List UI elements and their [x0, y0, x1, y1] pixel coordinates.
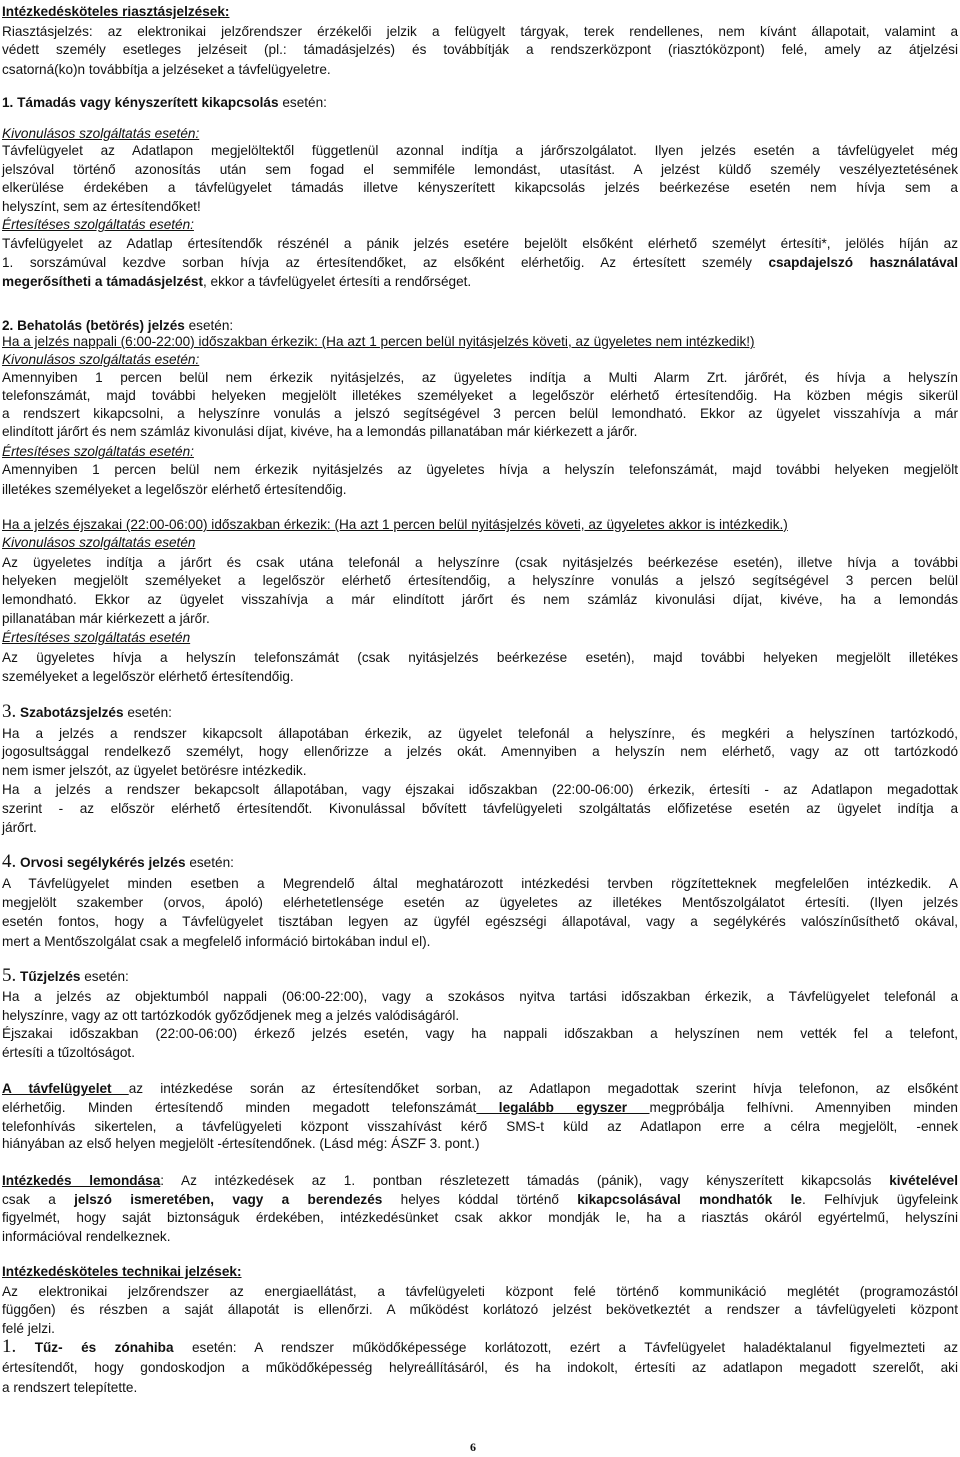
- text-line: [2, 724, 958, 743]
- text-line: [2, 253, 958, 272]
- text-line: [2, 780, 958, 799]
- text-run: megerősítheti a támadásjelzést: [2, 274, 203, 289]
- text-line: [2, 966, 129, 986]
- text-run: esetén:: [278, 95, 327, 110]
- text-line: [2, 141, 958, 160]
- text-run: esetén:: [123, 705, 172, 720]
- text-run: Ha a jelzés nappali (6:00-22:00) időszakban érkezik: (Ha azt 1 percen belül nyitásjelzés követi, az ügyeletes nem intézkedik!): [2, 334, 755, 349]
- text-run: Az ügyeletes hívja a helyszín telefonszámát (csak nyitásjelzés beérkezése esetén), majd további helyeken megjelölt illetékes: [2, 650, 958, 665]
- text-run: esetén: A rendszer működőképessége korlátozott, ezért a Távfelügyelet haladéktalanul figyelmezteti az: [173, 1340, 959, 1355]
- text-run: esetén:: [185, 855, 234, 870]
- text-run: értesítendőt, hogy gondoskodjon a működőképesség helyreállításáról, és ha indokolt, értesíti az adatlapon megadott szerelőt, aki: [2, 1360, 958, 1375]
- text-run: Intézkedésköteles technikai jelzések:: [2, 1264, 242, 1279]
- text-run: Ha a jelzés az objektumból nappali (06:00-22:00), vagy a szokásos nyitva tartási időszakban érkezik, a Távfelügyelet telefonál a: [2, 989, 958, 1004]
- text-run: : Az intézkedések az 1. pontban részletezett támadás (pánik), vagy kényszerített kikapcsolás: [160, 1173, 890, 1188]
- text-line: [2, 1171, 958, 1190]
- text-run: mert a Mentőszolgálat csak a megfelelő információ birtokában indul el).: [2, 934, 431, 949]
- text-run: védett személy esetleges jelzéseit (pl.: támadásjelzés) és továbbítják a rendszerközpont (riasztóközpont) felé, amely az átjelzési: [2, 42, 958, 57]
- text-line: [2, 22, 958, 41]
- text-line: [2, 1378, 137, 1397]
- text-line: [2, 332, 755, 351]
- text-run: helyes kóddal történő: [382, 1192, 578, 1207]
- text-run: Az elektronikai jelzőrendszer az energiaellátást, a távfelügyeleti központ felé történő kommunikáció meglétét (programozástól: [2, 1284, 958, 1299]
- text-line: [2, 1358, 958, 1377]
- text-run: helyszínre, vagy az ott tartózkodók győződjenek meg a jelzés valódiságáról.: [2, 1008, 460, 1023]
- text-run: helyszínt, sem az értesítendőket!: [2, 199, 201, 214]
- text-line: [2, 932, 430, 951]
- text-run: a rendszert kikapcsolni, a helyszínre vonulás a jelszó segítségével 3 percen belül lemondható. Ekkor az ügyelet visszahívja a már: [2, 406, 958, 421]
- text-run: [16, 1340, 34, 1355]
- text-run: Értesítéses szolgáltatás esetén:: [2, 444, 194, 459]
- text-line: [2, 628, 190, 647]
- text-run: telefonhívás sikertelen, a távfelügyeleti központ visszahívást kérő SMS-t küld az Adatlapon erre a célra megjelölt, -ennek: [2, 1119, 958, 1134]
- text-line: [2, 93, 327, 112]
- text-line: [2, 1134, 480, 1153]
- text-run: Éjszakai időszakban (22:00-06:00) érkező jelzés esetén, vagy ha nappali időszakban a helyszínen nem vették fel a telefont,: [2, 1026, 958, 1041]
- text-run: Az ügyeletes indítja a járőrt és csak utána telefonál a helyszínre (csak nyitásjelzés beérkezése esetén), illetve hívja a további: [2, 555, 958, 570]
- text-line: [2, 609, 210, 628]
- text-line: [2, 2, 229, 21]
- text-run: Intézkedés lemondása: [2, 1173, 161, 1188]
- text-line: [2, 1208, 958, 1227]
- text-line: [2, 422, 637, 441]
- text-line: [2, 215, 194, 234]
- text-run: esetén:: [184, 318, 234, 333]
- text-run: Kivonulásos szolgáltatás esetén: [2, 535, 196, 550]
- text-run: értesíti a tűzoltóságot.: [2, 1045, 135, 1060]
- text-run: szerint - az először elérhető értesítendőt. Kivonulással bővített távfelügyeleti szolgáltatás előfizetése esetén az ügyelet indítja a: [2, 801, 958, 816]
- text-line: [2, 533, 195, 552]
- text-run: Tűzjelzés: [20, 969, 81, 984]
- text-run: 4.: [2, 851, 17, 872]
- page-number: 6: [470, 1440, 476, 1454]
- text-run: 1.: [2, 1336, 17, 1357]
- text-run: Amennyiben 1 percen belül nem érkezik nyitásjelzés az ügyeletes hívja a helyszín telefonszámát, majd további helyeken megjelölt: [2, 462, 958, 477]
- text-line: [2, 1024, 958, 1043]
- text-run: Amennyiben 1 percen belül nem érkezik nyitásjelzés, az ügyeletes indítja a Multi Alarm Zrt. járőrét, és hívja a helyszín: [2, 370, 958, 385]
- text-run: Távfelügyelet az Adatlapon megjelöltektől függetlenül azonnal indítja a járőrszolgálatot. Ilyen jelzés esetén a távfelügyelet még: [2, 143, 958, 158]
- text-run: Szabotázsjelzés: [20, 705, 124, 720]
- text-run: telefonszámát, majd további helyeken megjelölt illetékes személyeket a legelőször elérhető értesítendőig. Ha közben mégis sikerül: [2, 388, 958, 403]
- text-line: [2, 553, 958, 572]
- text-run: kikapcsolásával mondhatók le: [577, 1192, 802, 1207]
- text-line: [2, 874, 958, 893]
- text-run: elkerülése érdekében a távfelügyelet támadás illetve kényszerített kikapcsolás jelzés beérkezése esetén nem hívja sem a: [2, 180, 958, 195]
- text-line: [2, 742, 958, 761]
- text-line: [2, 648, 958, 667]
- text-line: [2, 368, 958, 387]
- text-run: figyelmét, hogy saját biztonságuk érdekében, intézkedésünket csak akkor mondják le, ha a riasztás okáról egyértelmű, helyszíni: [2, 1210, 958, 1225]
- text-run: A Távfelügyelet minden esetben a Megrendelő által meghatározott intézkedési tervben rögzítetteknek megfelelően intézkedik. A: [2, 876, 958, 891]
- text-run: járőrt.: [2, 820, 37, 835]
- text-line: [2, 987, 958, 1006]
- text-line: [2, 160, 958, 179]
- text-run: függően) és részben a saját állapotát is ellenőrzi. A működést korlátozó jelzést bekövetkeztét a rendszer a távfelügyeleti központ: [2, 1302, 958, 1317]
- text-line: [2, 667, 294, 686]
- text-run: Értesítéses szolgáltatás esetén: [2, 630, 191, 645]
- text-line: [2, 1262, 242, 1281]
- text-line: [2, 234, 958, 253]
- text-line: [2, 1300, 958, 1319]
- text-run: , ekkor a távfelügyelet értesíti a rendőrséget.: [202, 274, 472, 289]
- text-run: a rendszert telepítette.: [2, 1380, 138, 1395]
- text-run: jelszóval történő azonosítás után sem fogad el semmiféle lemondást, utasítást. A jelzést küldő személy veszélyeztetésének: [2, 162, 958, 177]
- text-line: [2, 1337, 958, 1357]
- text-run: jogosultsággal rendelkező személyt, hogy ellenőrizze a jelzés okát. Amennyiben a helyszín nem elérhető, vagy az ott tartózkodó: [2, 744, 958, 759]
- text-line: [2, 1190, 958, 1209]
- text-run: felé jelzi.: [2, 1321, 55, 1336]
- text-run: 2. Behatolás (betörés) jelzés: [2, 318, 185, 333]
- text-line: [2, 761, 307, 780]
- text-run: 5.: [2, 965, 17, 986]
- text-line: [2, 178, 958, 197]
- text-run: elindított járőrt és nem számláz kivonulási díjat, kivéve, ha a lemondás pillanatában már kiérkezett a járőr.: [2, 424, 638, 439]
- text-line: [2, 1079, 958, 1098]
- text-run: információval rendelkeznek.: [2, 1229, 171, 1244]
- text-run: Kivonulásos szolgáltatás esetén:: [2, 352, 200, 367]
- text-run: helyeken megjelölt személyeket a legelőször elérhető értesítendőig, a helyszínre vonulás a jelszó segítségével 3 percen belül: [2, 573, 958, 588]
- text-line: [2, 818, 37, 837]
- text-run: Intézkedésköteles riasztásjelzések:: [2, 4, 230, 19]
- text-run: Távfelügyelet az Adatlap értesítendők részénél a pánik jelzés esetére bejelölt elsőként elérhető személyt értesíti*, jelölés híján az: [2, 236, 958, 251]
- text-line: [2, 799, 958, 818]
- text-line: [2, 460, 958, 479]
- text-line: [2, 60, 331, 79]
- text-run: Ha a jelzés éjszakai (22:00-06:00) időszakban érkezik: (Ha azt 1 percen belül nyitásjelzés követi, az ügyeletes akkor is intézkedik.): [2, 517, 788, 532]
- text-run: Ha a jelzés a rendszer kikapcsolt állapotában érkezik, az ügyelet telefonál a helyszínre, és megkéri a helyszínen tartózkodó,: [2, 726, 958, 741]
- text-run: kivételével: [889, 1173, 958, 1188]
- text-run: Ha a jelzés a rendszer bekapcsolt állapotában, vagy éjszakai időszakban (22:00-06:00) érkezik, értesíti - az Adatlapon megadottak: [2, 782, 958, 797]
- text-run: illetékes személyeket a legelőször elérhető értesítendőig.: [2, 482, 347, 497]
- text-line: [2, 515, 788, 534]
- text-line: [2, 590, 958, 609]
- text-run: megjelölt szakember (orvos, ápoló) elérhetetlensége esetén az ügyeletes az illetékes Mentőszolgálatot értesíti. (Ilyen jelzés: [2, 895, 958, 910]
- text-line: [2, 1282, 958, 1301]
- text-run: az intézkedése során az értesítendőket sorban, az Adatlapon megadottak szerint hívja telefonon, az elsőként: [128, 1081, 958, 1096]
- text-run: Kivonulásos szolgáltatás esetén:: [2, 126, 200, 141]
- text-run: 3.: [2, 701, 17, 722]
- text-run: 1. sorszámúval kezdve sorban hívja az értesítendőket, az elsőként elérhetőig. Az értesített személy: [2, 255, 769, 270]
- text-line: [2, 1227, 171, 1246]
- text-run: személyeket a legelőször elérhető értesítendőig.: [2, 669, 294, 684]
- text-run: csatorná(ko)n továbbítja a jelzéseket a távfelügyeletre.: [2, 62, 331, 77]
- text-line: [2, 480, 347, 499]
- text-run: Értesítéses szolgáltatás esetén:: [2, 217, 194, 232]
- text-line: [2, 386, 958, 405]
- text-line: [2, 404, 958, 423]
- text-run: csapdajelszó használatával: [768, 255, 958, 270]
- text-run: elérhetőig. Minden értesítendő minden megadott telefonszámát: [2, 1100, 477, 1115]
- text-run: Riasztásjelzés: az elektronikai jelzőrendszer érzékelői jelzik a felügyelt tárgyak, terek rendellenes, nem kívánt állapotait, valamint a: [2, 24, 958, 39]
- text-run: legalább egyszer: [476, 1100, 650, 1115]
- text-run: lemondható. Ekkor az ügyelet visszahívja a már elindított járőrt és nem számláz kivonulási díjat, kivéve, ha a lemondás: [2, 592, 958, 607]
- text-run: esetén fontos, hogy a Távfelügyelet tisztában legyen az ügyfél egészségi állapotával, vagy a segélykérés valószínűsíthető okával,: [2, 914, 958, 929]
- text-line: [2, 197, 201, 216]
- text-run: jelszó ismeretében, vagy a berendezés: [74, 1192, 383, 1207]
- text-line: [2, 912, 958, 931]
- text-run: megpróbálja felhívni. Amennyiben minden: [649, 1100, 958, 1115]
- text-run: nem ismer jelszót, az ügyelet betörésre intézkedik.: [2, 763, 307, 778]
- text-line: [2, 1043, 135, 1062]
- text-run: Tűz- és zónahiba: [34, 1340, 174, 1355]
- text-line: [2, 350, 199, 369]
- text-run: 1. Támadás vagy kényszerített kikapcsolás: [2, 95, 279, 110]
- text-run: csak a: [2, 1192, 75, 1207]
- text-line: [2, 1098, 958, 1117]
- text-run: . Felhívjuk ügyfeleink: [802, 1192, 958, 1207]
- text-run: hiányában az első helyen megjelölt -értesítendőnek. (Lásd még: ÁSZF 3. pont.): [2, 1136, 480, 1151]
- text-line: [2, 442, 194, 461]
- text-line: [2, 40, 958, 59]
- text-line: [2, 272, 471, 291]
- text-line: [2, 702, 172, 722]
- text-line: [2, 852, 234, 872]
- text-line: [2, 1006, 459, 1025]
- text-line: [2, 893, 958, 912]
- text-run: pillanatában már kiérkezett a járőr.: [2, 611, 210, 626]
- text-run: Orvosi segélykérés jelzés: [20, 855, 186, 870]
- text-run: esetén:: [80, 969, 129, 984]
- text-run: A távfelügyelet: [2, 1081, 129, 1096]
- text-line: [2, 571, 958, 590]
